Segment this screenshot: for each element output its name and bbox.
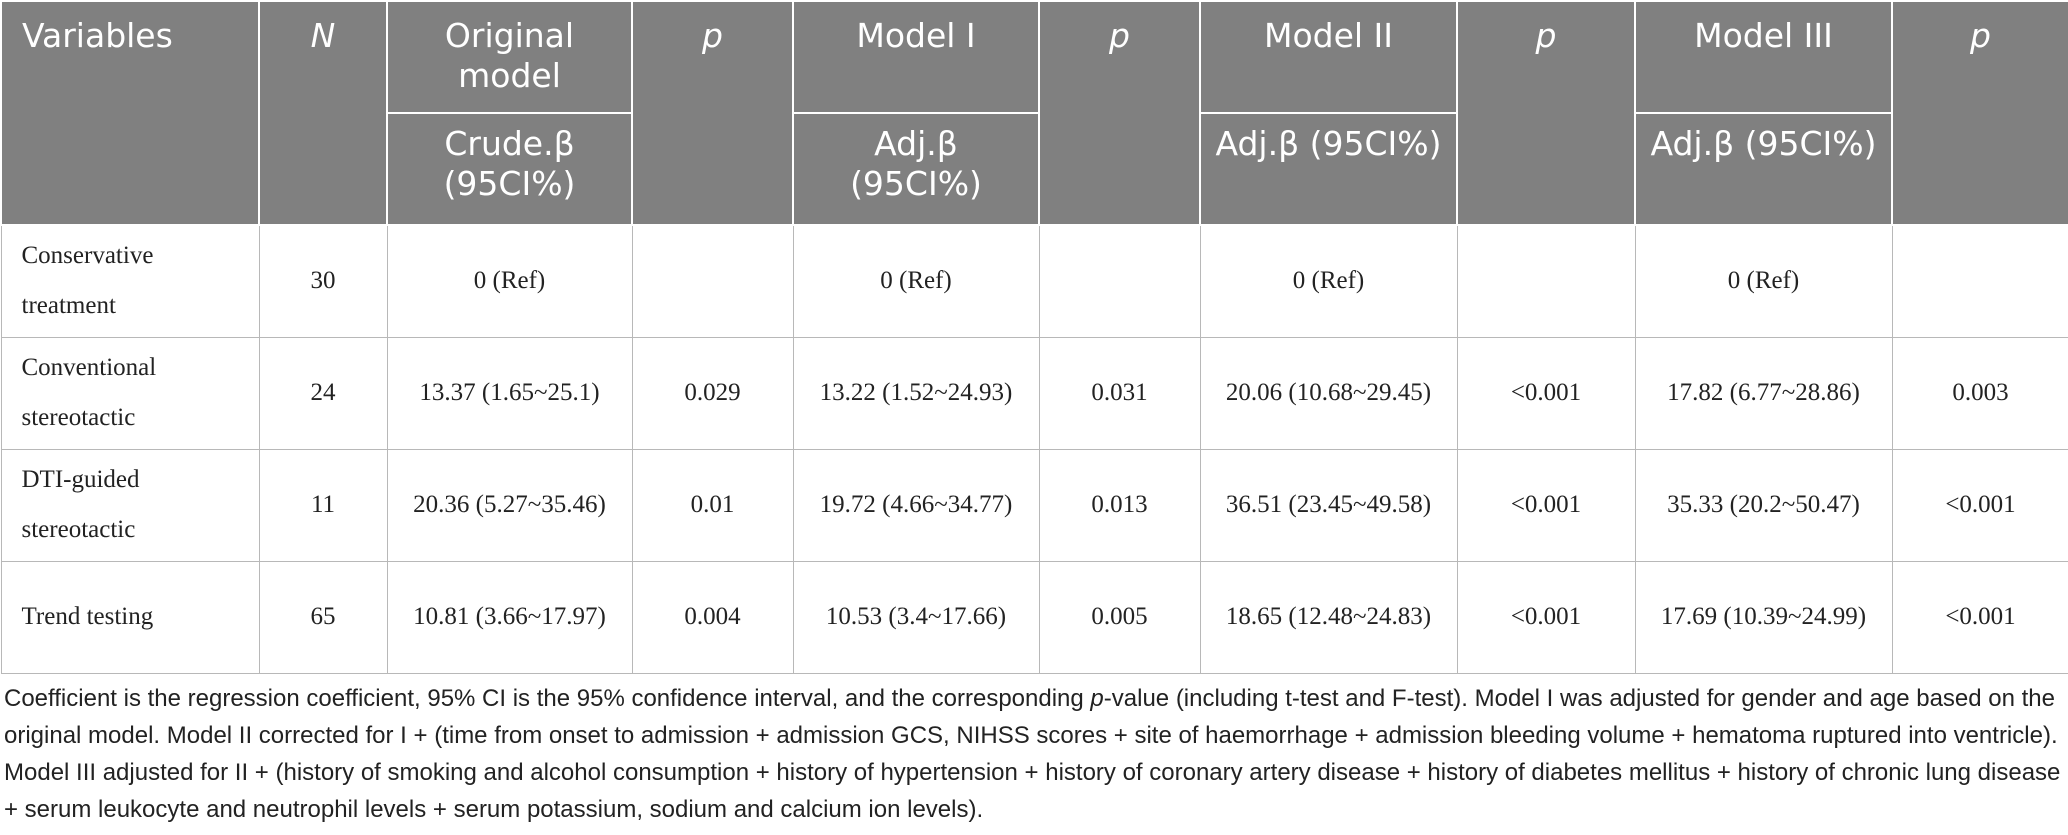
header-p-model-1: p xyxy=(1039,1,1200,225)
cell-variable: Conservative treatment xyxy=(1,225,259,337)
cell-p-model-2: <0.001 xyxy=(1457,561,1635,673)
cell-original: 13.37 (1.65~25.1) xyxy=(387,337,632,449)
cell-n: 30 xyxy=(259,225,387,337)
cell-n: 24 xyxy=(259,337,387,449)
table-footnote xyxy=(4,680,2064,828)
cell-n: 11 xyxy=(259,449,387,561)
cell-p-model-3: 0.003 xyxy=(1892,337,2068,449)
table-body xyxy=(1,225,2068,673)
header-p-model-3: p xyxy=(1892,1,2068,225)
cell-p-original: 0.01 xyxy=(632,449,793,561)
cell-variable: Conventional stereotactic xyxy=(1,337,259,449)
table-row xyxy=(1,225,2068,337)
cell-p-model-3: <0.001 xyxy=(1892,561,2068,673)
table-row xyxy=(1,449,2068,561)
table-row xyxy=(1,561,2068,673)
cell-model-2: 18.65 (12.48~24.83) xyxy=(1200,561,1457,673)
cell-model-2: 0 (Ref) xyxy=(1200,225,1457,337)
header-n: N xyxy=(259,1,387,225)
header-p-model-2: p xyxy=(1457,1,1635,225)
cell-original: 10.81 (3.66~17.97) xyxy=(387,561,632,673)
cell-p-model-1 xyxy=(1039,225,1200,337)
header-adj-beta-model-3: Adj.β (95CI%) xyxy=(1635,113,1892,225)
cell-model-1: 19.72 (4.66~34.77) xyxy=(793,449,1039,561)
header-original-model: Original model xyxy=(387,1,632,113)
table-header xyxy=(1,1,2068,225)
cell-model-1: 13.22 (1.52~24.93) xyxy=(793,337,1039,449)
table-row xyxy=(1,337,2068,449)
footnote-p-value: p xyxy=(1090,685,1104,712)
cell-p-model-1: 0.013 xyxy=(1039,449,1200,561)
cell-p-original: 0.004 xyxy=(632,561,793,673)
cell-p-model-1: 0.031 xyxy=(1039,337,1200,449)
cell-p-original xyxy=(632,225,793,337)
header-variables: Variables xyxy=(1,1,259,225)
cell-original: 20.36 (5.27~35.46) xyxy=(387,449,632,561)
cell-model-3: 17.69 (10.39~24.99) xyxy=(1635,561,1892,673)
cell-model-3: 17.82 (6.77~28.86) xyxy=(1635,337,1892,449)
header-adj-beta-model-2: Adj.β (95CI%) xyxy=(1200,113,1457,225)
cell-variable: Trend testing xyxy=(1,561,259,673)
cell-p-model-2 xyxy=(1457,225,1635,337)
header-model-3: Model III xyxy=(1635,1,1892,113)
cell-variable: DTI-guided stereotactic xyxy=(1,449,259,561)
footnote-text-1: Coefficient is the regression coefficient, 95% CI is the 95% confidence interval, and the corresponding xyxy=(4,685,1091,712)
cell-p-model-2: <0.001 xyxy=(1457,449,1635,561)
cell-p-model-2: <0.001 xyxy=(1457,337,1635,449)
cell-model-2: 36.51 (23.45~49.58) xyxy=(1200,449,1457,561)
cell-model-2: 20.06 (10.68~29.45) xyxy=(1200,337,1457,449)
cell-p-original: 0.029 xyxy=(632,337,793,449)
header-crude-beta: Crude.β (95CI%) xyxy=(387,113,632,225)
header-model-2: Model II xyxy=(1200,1,1457,113)
cell-model-3: 0 (Ref) xyxy=(1635,225,1892,337)
header-adj-beta-model-1: Adj.β (95CI%) xyxy=(793,113,1039,225)
cell-model-1: 0 (Ref) xyxy=(793,225,1039,337)
footnote-text-2: -value (including t-test and F-test). Model I was adjusted for gender and age based on the original model. Model II corrected for I + (time from onset to admission + admission GCS, NIHSS scores + site of haemorrhage + admission bleeding volume + hematoma ruptured into ventricle). Model III adjusted for II + (history of smoking and alcohol consumption + history of hypertension + history of coronary artery disease + history of diabetes mellitus + history of chronic lung disease + serum leukocyte and neutrophil levels + serum potassium, sodium and calcium ion levels). xyxy=(4,685,2061,823)
cell-original: 0 (Ref) xyxy=(387,225,632,337)
header-row-main xyxy=(1,1,2068,113)
cell-model-1: 10.53 (3.4~17.66) xyxy=(793,561,1039,673)
cell-n: 65 xyxy=(259,561,387,673)
header-model-1: Model I xyxy=(793,1,1039,113)
header-p-original: p xyxy=(632,1,793,225)
cell-p-model-3 xyxy=(1892,225,2068,337)
cell-p-model-3: <0.001 xyxy=(1892,449,2068,561)
cell-model-3: 35.33 (20.2~50.47) xyxy=(1635,449,1892,561)
cell-p-model-1: 0.005 xyxy=(1039,561,1200,673)
